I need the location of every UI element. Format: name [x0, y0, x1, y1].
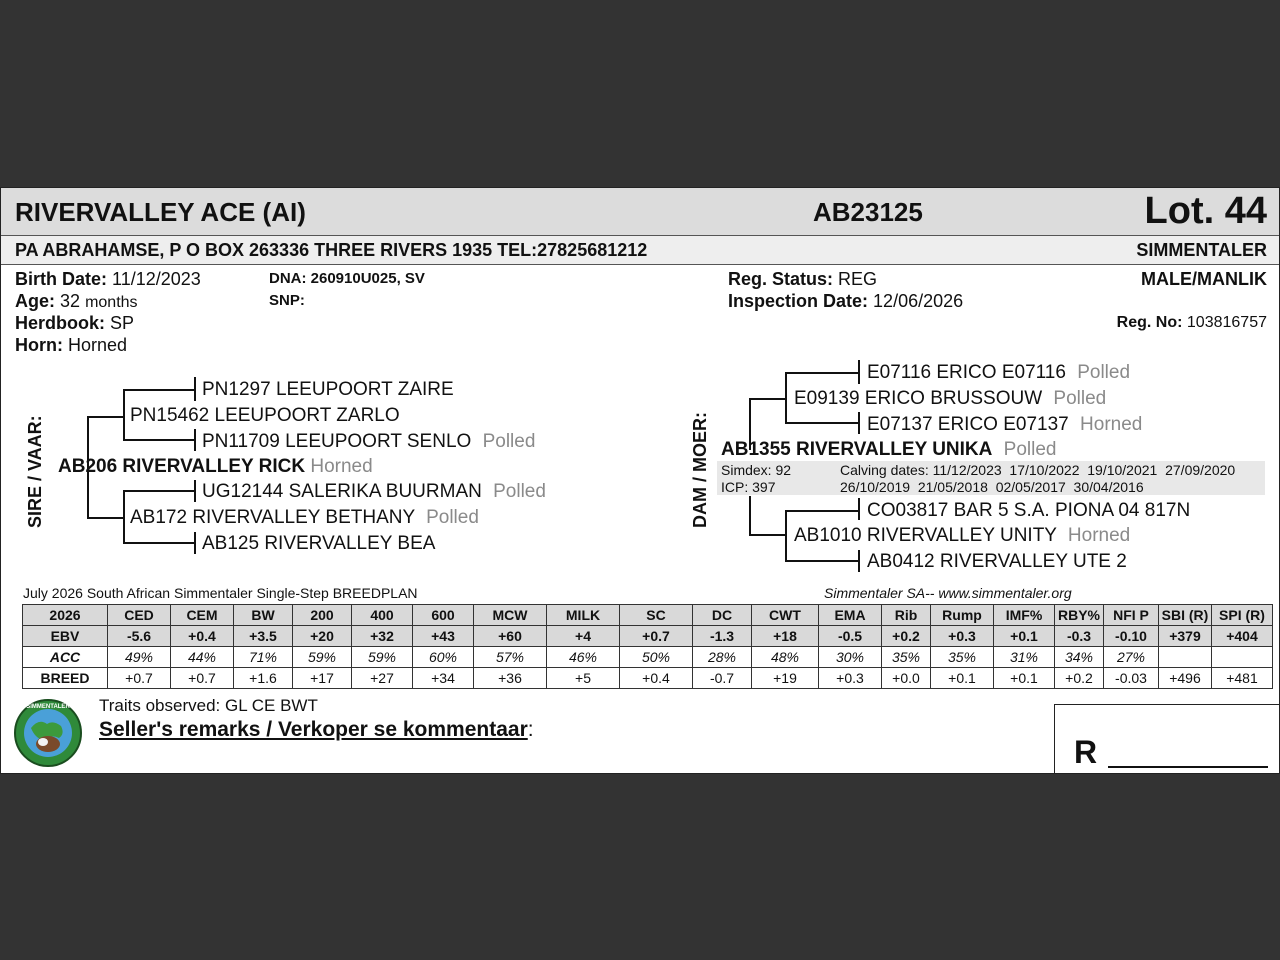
- lot-card: [0, 187, 1280, 774]
- inspection-row: [728, 291, 963, 312]
- inspection-value: 12/06/2026: [873, 291, 964, 311]
- ebv-cell: +60: [474, 626, 547, 647]
- ebv-cell: 600: [413, 605, 474, 626]
- dam-sire-sire: E07116 ERICO E07116: [867, 362, 1066, 383]
- ebv-cell: ACC: [23, 647, 108, 668]
- sire-dam-sire-row: [202, 481, 546, 503]
- simdex: Simdex: 92: [721, 462, 792, 478]
- sire-sire: PN15462 LEEUPOORT ZARLO: [130, 405, 400, 426]
- ebv-cell: +379: [1159, 626, 1212, 647]
- ebv-cell: IMF%: [994, 605, 1055, 626]
- herdbook-value: SP: [110, 313, 135, 333]
- age-label: Age:: [15, 291, 55, 311]
- ebv-cell: +0.4: [620, 668, 693, 689]
- reg-no-row: [1117, 314, 1267, 332]
- sire-sire-dam-horn: Polled: [482, 431, 536, 452]
- ebv-cell: 44%: [171, 647, 234, 668]
- ebv-cell: +5: [547, 668, 620, 689]
- ebv-cell: CEM: [171, 605, 234, 626]
- owner-address: PA ABRAHAMSE, P O BOX 263336 THREE RIVERS 1935 TEL:27825681212: [15, 240, 648, 260]
- sire-dam-sire: UG12144 SALERIKA BUURMAN: [202, 481, 482, 502]
- animal-name: RIVERVALLEY ACE (AI): [15, 197, 306, 227]
- ebv-cell: 35%: [931, 647, 994, 668]
- ebv-cell: EBV: [23, 626, 108, 647]
- ebv-cell: +0.1: [994, 668, 1055, 689]
- dd-connector: [785, 510, 787, 562]
- dam-sire-sire-horn: Polled: [1077, 362, 1131, 383]
- ebv-cell: SPI (R): [1212, 605, 1273, 626]
- ebv-cell: +0.7: [108, 668, 171, 689]
- sire-dam-row: [130, 507, 479, 529]
- ebv-cell: 71%: [234, 647, 293, 668]
- calving-dates-1: Calving dates: 11/12/2023 17/10/2022 19/10/2021 27/09/2020: [840, 462, 1236, 478]
- birth-date-row: [15, 269, 201, 290]
- breed-name: SIMMENTALER: [1136, 240, 1267, 260]
- ebv-cell: +0.0: [882, 668, 931, 689]
- owner-bar: [1, 236, 1279, 265]
- birth-date-label: Birth Date:: [15, 269, 108, 289]
- ebv-cell: +3.5: [234, 626, 293, 647]
- registration-code: AB23125: [813, 197, 923, 227]
- ebv-cell: EMA: [819, 605, 882, 626]
- sd-connector: [123, 490, 125, 544]
- dam-sire: E09139 ERICO BRUSSOUW: [794, 388, 1043, 409]
- simmentaler-logo-icon: [13, 698, 83, 768]
- ddd-branch: [785, 560, 859, 562]
- ebv-cell: +19: [752, 668, 819, 689]
- ebv-cell: 28%: [693, 647, 752, 668]
- ebv-cell: [1212, 647, 1273, 668]
- ebv-cell: +0.1: [994, 626, 1055, 647]
- ebv-cell: +0.2: [1055, 668, 1104, 689]
- traits-observed: Traits observed: GL CE BWT: [99, 696, 318, 715]
- remarks-label: Seller's remarks / Verkoper se kommentaar: [99, 718, 528, 741]
- ebv-cell: -5.6: [108, 626, 171, 647]
- breedplan-source: Simmentaler SA-- www.simmentaler.org: [824, 585, 1072, 601]
- ebv-cell: +32: [352, 626, 413, 647]
- dam-sire-dam-horn: Horned: [1080, 414, 1143, 435]
- dna-info: DNA: 260910U025, SV: [269, 270, 425, 287]
- birth-date-value: 11/12/2023: [112, 269, 201, 289]
- dds-tick: [858, 498, 860, 520]
- sdd-tick: [194, 532, 196, 554]
- ebv-breed-row: [23, 668, 1273, 689]
- ebv-cell: +0.1: [931, 668, 994, 689]
- ebv-cell: +0.3: [819, 668, 882, 689]
- ebv-acc-row: [23, 647, 1273, 668]
- herdbook-label: Herdbook:: [15, 313, 105, 333]
- ebv-cell: 48%: [752, 647, 819, 668]
- ebv-cell: +17: [293, 668, 352, 689]
- ssd-tick: [194, 429, 196, 451]
- icp: ICP: 397: [721, 479, 776, 495]
- sss-tick: [194, 377, 196, 401]
- ebv-cell: +0.7: [620, 626, 693, 647]
- calving-dates-2: 26/10/2019 21/05/2018 02/05/2017 30/04/2016: [840, 479, 1144, 495]
- ds-connector: [785, 372, 787, 424]
- ebv-cell: 50%: [620, 647, 693, 668]
- dam-side-label: DAM / MOER:: [690, 412, 710, 528]
- sire-connector-bottom: [87, 517, 123, 519]
- ebv-cell: 57%: [474, 647, 547, 668]
- ebv-cell: 49%: [108, 647, 171, 668]
- ebv-cell: SBI (R): [1159, 605, 1212, 626]
- price-label: R: [1074, 734, 1098, 770]
- ss-connector: [123, 389, 125, 441]
- sire-dam-sire-horn: Polled: [493, 481, 546, 502]
- dd-branch: [749, 534, 785, 536]
- ddd-tick: [858, 550, 860, 572]
- ebv-cell: Rib: [882, 605, 931, 626]
- ebv-cell: 31%: [994, 647, 1055, 668]
- reg-no-label: Reg. No:: [1116, 314, 1183, 331]
- ebv-table: [22, 604, 1273, 689]
- dam-row: [721, 439, 1056, 461]
- age-unit: months: [85, 294, 138, 311]
- ebv-header-row: [23, 605, 1273, 626]
- ebv-cell: CWT: [752, 605, 819, 626]
- dam-horn: Polled: [1003, 439, 1057, 460]
- reg-status-label: Reg. Status:: [728, 269, 834, 289]
- ebv-cell: MCW: [474, 605, 547, 626]
- dam-sire-sire-row: [867, 362, 1130, 384]
- dds-branch: [785, 510, 859, 512]
- sire-connector-top: [87, 416, 123, 418]
- inspection-label: Inspection Date:: [728, 291, 869, 311]
- ebv-cell: +36: [474, 668, 547, 689]
- logo-lettering: SIMMENTALER: [26, 704, 70, 710]
- ebv-cell: +0.2: [882, 626, 931, 647]
- dsd-tick: [858, 412, 860, 434]
- ebv-cell: SC: [620, 605, 693, 626]
- ebv-cell: -0.3: [1055, 626, 1104, 647]
- ebv-cell: +496: [1159, 668, 1212, 689]
- ebv-cell: 30%: [819, 647, 882, 668]
- dam-name: AB1355 RIVERVALLEY UNIKA: [721, 439, 993, 460]
- reg-no-value: 103816757: [1186, 314, 1267, 331]
- snp-info: SNP:: [269, 292, 305, 309]
- dsd-branch: [785, 422, 859, 424]
- card-header: [1, 188, 1279, 236]
- ds-branch: [749, 398, 785, 400]
- remarks-row: [99, 718, 534, 742]
- ebv-cell: [1159, 647, 1212, 668]
- ebv-cell: +481: [1212, 668, 1273, 689]
- sire-row: [58, 456, 373, 478]
- breedplan-title: July 2026 South African Simmentaler Single-Step BREEDPLAN: [23, 585, 418, 601]
- reg-status-row: [728, 269, 877, 290]
- ebv-cell: -0.10: [1104, 626, 1159, 647]
- herdbook-row: [15, 313, 134, 334]
- ebv-cell: -0.5: [819, 626, 882, 647]
- dam-dam: AB1010 RIVERVALLEY UNITY: [794, 525, 1057, 546]
- age-value: 32: [60, 291, 81, 311]
- sire-side-label: SIRE / VAAR:: [25, 415, 45, 528]
- dam-sire-horn: Polled: [1053, 388, 1107, 409]
- ebv-cell: 60%: [413, 647, 474, 668]
- ebv-cell: MILK: [547, 605, 620, 626]
- ebv-cell: 34%: [1055, 647, 1104, 668]
- dam-sire-row: [794, 388, 1106, 410]
- ebv-cell: 27%: [1104, 647, 1159, 668]
- horn-label: Horn:: [15, 335, 63, 355]
- horn-row: [15, 335, 127, 356]
- ebv-cell: 400: [352, 605, 413, 626]
- ebv-cell: +34: [413, 668, 474, 689]
- sire-dam-dam: AB125 RIVERVALLEY BEA: [202, 533, 436, 554]
- ebv-cell: +20: [293, 626, 352, 647]
- ebv-cell: RBY%: [1055, 605, 1104, 626]
- ebv-cell: +0.7: [171, 668, 234, 689]
- ebv-cell: +4: [547, 626, 620, 647]
- price-entry-line[interactable]: [1108, 766, 1268, 768]
- sds-branch: [123, 490, 195, 492]
- sdd-branch: [123, 542, 195, 544]
- dam-dam-sire: CO03817 BAR 5 S.A. PIONA 04 817N: [867, 500, 1191, 521]
- sire-name: AB206 RIVERVALLEY RICK: [58, 456, 306, 477]
- ebv-cell: Rump: [931, 605, 994, 626]
- sds-tick: [194, 480, 196, 502]
- ebv-cell: 59%: [293, 647, 352, 668]
- horn-value: Horned: [68, 335, 128, 355]
- age-row: [15, 291, 138, 312]
- dam-sire-dam-row: [867, 414, 1142, 436]
- ebv-cell: +1.6: [234, 668, 293, 689]
- ebv-ebv-row: [23, 626, 1273, 647]
- sire-dam: AB172 RIVERVALLEY BETHANY: [130, 507, 415, 528]
- dam-dam-horn: Horned: [1067, 525, 1131, 546]
- ebv-cell: BREED: [23, 668, 108, 689]
- sire-horn: Horned: [310, 456, 373, 477]
- sss-branch: [123, 389, 195, 391]
- ebv-cell: -0.7: [693, 668, 752, 689]
- ebv-cell: +0.3: [931, 626, 994, 647]
- reg-status-value: REG: [838, 269, 878, 289]
- ebv-cell: +0.4: [171, 626, 234, 647]
- dam-sire-dam: E07137 ERICO E07137: [867, 414, 1069, 435]
- sire-dam-horn: Polled: [426, 507, 479, 528]
- remarks-colon: :: [527, 718, 534, 741]
- sire-sire-dam: PN11709 LEEUPOORT SENLO: [202, 431, 472, 452]
- ebv-cell: DC: [693, 605, 752, 626]
- ebv-cell: 59%: [352, 647, 413, 668]
- dss-tick: [858, 360, 860, 384]
- ebv-cell: BW: [234, 605, 293, 626]
- dam-dam-dam: AB0412 RIVERVALLEY UTE 2: [867, 551, 1127, 572]
- ebv-cell: 200: [293, 605, 352, 626]
- ssd-branch: [123, 439, 195, 441]
- dam-dam-row: [794, 525, 1130, 547]
- ebv-cell: -0.03: [1104, 668, 1159, 689]
- sire-sire-sire: PN1297 LEEUPOORT ZAIRE: [202, 379, 454, 400]
- dam-connector-bottom: [749, 496, 751, 536]
- ebv-cell: NFI P: [1104, 605, 1159, 626]
- ebv-cell: -1.3: [693, 626, 752, 647]
- simmentaler-logo: [13, 698, 83, 768]
- ebv-cell: CED: [108, 605, 171, 626]
- ebv-cell: +404: [1212, 626, 1273, 647]
- ebv-cell: 35%: [882, 647, 931, 668]
- ebv-cell: +18: [752, 626, 819, 647]
- ebv-cell: +27: [352, 668, 413, 689]
- ebv-cell: +43: [413, 626, 474, 647]
- dss-branch: [785, 372, 859, 374]
- ebv-cell: 2026: [23, 605, 108, 626]
- ebv-cell: 46%: [547, 647, 620, 668]
- lot-number: Lot. 44: [1144, 190, 1267, 232]
- sire-sire-dam-row: [202, 431, 535, 453]
- sex-label: MALE/MANLIK: [1141, 269, 1267, 289]
